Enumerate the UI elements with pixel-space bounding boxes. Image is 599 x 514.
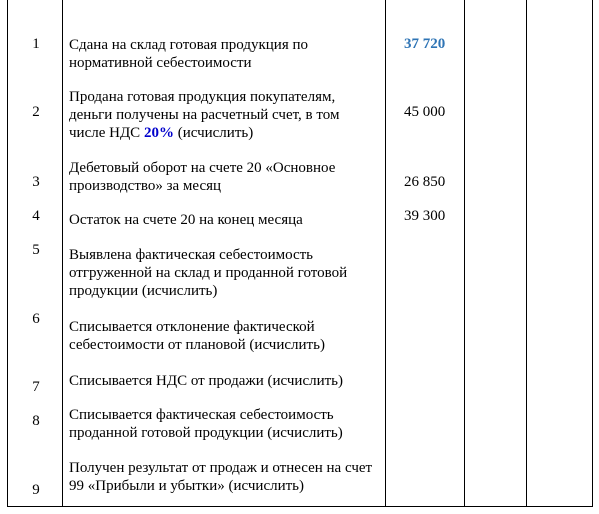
- row-sum: 26 850: [404, 174, 446, 190]
- table-divider-debit: [526, 0, 527, 507]
- row-number: 6: [32, 311, 40, 327]
- row-description: Списывается фактическая себестоимость проданной готовой продукции (исчислить): [69, 407, 343, 441]
- row-description: Списывается НДС от продажи (исчислить): [69, 373, 344, 389]
- row-number: 8: [32, 413, 40, 429]
- row-description: Получен результат от продаж и отнесен на счет 99 «Прибыли и убытки» (исчислить): [69, 460, 373, 494]
- row-sum: 39 300: [404, 208, 446, 224]
- row-description-text: Продана готовая продукция покупателям, деньги получены на расчетный счет, в том числе НДС: [69, 89, 340, 141]
- row-description: Дебетовый оборот на счете 20 «Основное производство» за месяц: [69, 160, 336, 194]
- vat-rate: 20%: [143, 125, 174, 141]
- table-divider-num: [62, 0, 63, 507]
- row-number: 9: [32, 482, 40, 498]
- row-number: 4: [32, 208, 40, 224]
- row-number: 3: [32, 174, 40, 190]
- table-border-bottom: [7, 506, 593, 507]
- row-description: Выявлена фактическая себестоимость отгруженной на склад и проданной готовой продукции (исчислить): [69, 247, 348, 299]
- row-number: 7: [32, 379, 40, 395]
- row-number: 5: [32, 242, 40, 258]
- row-description: Остаток на счете 20 на конец месяца: [69, 212, 303, 228]
- row-description: Сдана на склад готовая продукция по нормативной себестоимости: [69, 37, 309, 71]
- table-divider-sum: [464, 0, 465, 507]
- table-border-left: [7, 0, 8, 507]
- row-number: 2: [32, 104, 40, 120]
- row-description-text: (исчислить): [173, 125, 254, 141]
- row-number: 1: [32, 36, 40, 52]
- row-description: Списывается отклонение фактической себестоимости от плановой (исчислить): [69, 319, 325, 353]
- table-divider-desc: [385, 0, 386, 507]
- row-sum: 37 720: [404, 36, 446, 52]
- table-border-right: [592, 0, 593, 507]
- row-description: [69, 88, 379, 142]
- row-sum: 45 000: [404, 104, 446, 120]
